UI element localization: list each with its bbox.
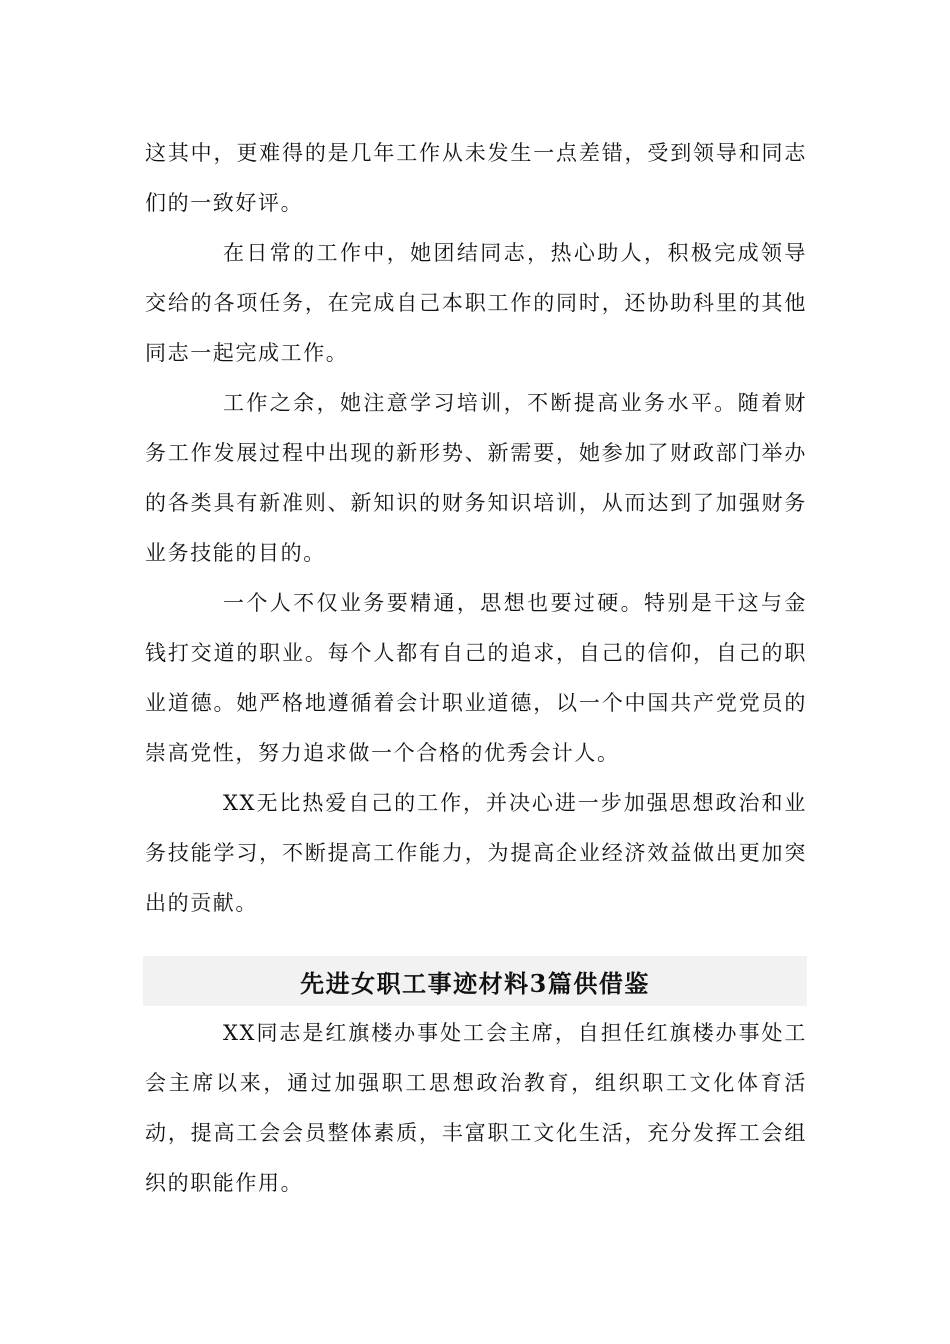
section-heading: 先进女职工事迹材料3篇供借鉴 bbox=[300, 968, 650, 998]
paragraph-4: 一个人不仅业务要精通，思想也要过硬。特别是干这与金钱打交道的职业。每个人都有自己的追求，自己的信仰，自己的职业道德。她严格地遵循着会计职业道德，以一个中国共产党党员的崇高党性，努力追求做一个合格的优秀会计人。 bbox=[145, 591, 807, 765]
paragraph-5: XX无比热爱自己的工作，并决心进一步加强思想政治和业务技能学习，不断提高工作能力，为提高企业经济效益做出更加突出的贡献。 bbox=[145, 791, 807, 915]
document-body bbox=[145, 128, 807, 1208]
paragraph-2: 在日常的工作中，她团结同志，热心助人，积极完成领导交给的各项任务，在完成自己本职工作的同时，还协助科里的其他同志一起完成工作。 bbox=[145, 241, 807, 365]
paragraph-3: 工作之余，她注意学习培训，不断提高业务水平。随着财务工作发展过程中出现的新形势、新需要，她参加了财政部门举办的各类具有新准则、新知识的财务知识培训，从而达到了加强财务业务技能的目的。 bbox=[145, 391, 807, 565]
paragraph-6: XX同志是红旗楼办事处工会主席，自担任红旗楼办事处工会主席以来，通过加强职工思想政治教育，组织职工文化体育活动，提高工会会员整体素质，丰富职工文化生活，充分发挥工会组织的职能作用。 bbox=[145, 1021, 807, 1195]
paragraph-1: 这其中，更难得的是几年工作从未发生一点差错，受到领导和同志们的一致好评。 bbox=[145, 141, 807, 215]
section-heading-box bbox=[143, 956, 807, 1006]
